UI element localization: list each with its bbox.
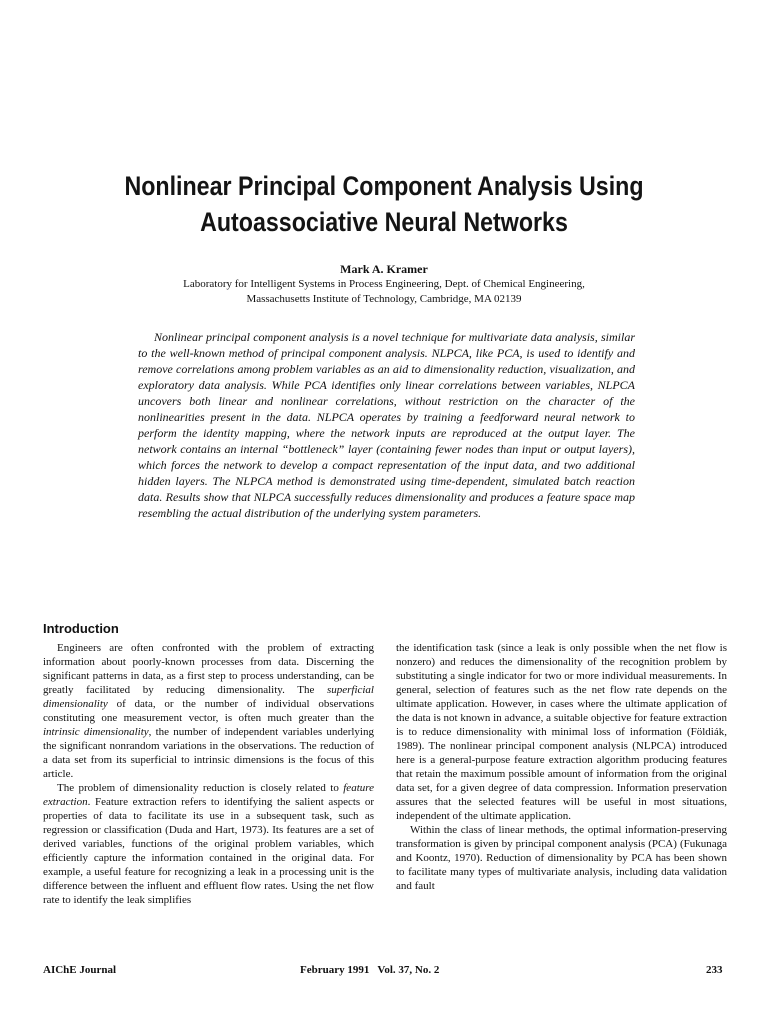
- emphasis-term: feature extraction: [43, 782, 374, 808]
- paragraph-text: The problem of dimensionality reduction is closely related to: [57, 782, 344, 794]
- author-name: Mark A. Kramer: [340, 262, 428, 276]
- paragraph: the identification task (since a leak is only possible when the net flow is nonzero) and reduces the dimensionality of the recognition problem by substituting a single indicator for two or more individual measurements. In general, selection of features such as the net flow rate depends on the ultimate application. However, in cases where the ultimate application of the data is not known in advance, a suitable objective for feature extraction is to reduce dimensionality with minimal loss of information (Földiák, 1989). The nonlinear principal component analysis (NLPCA) introduced here is a general-purpose feature extraction algorithm producing features that retain the maximum possible amount of information from the original data set, for a given degree of data compression. Information preservation assures that the selected features will be useful in most situations, independent of the ultimate application.: [396, 642, 727, 822]
- author-affiliation: [0, 277, 768, 307]
- section-heading-introduction: Introduction: [43, 621, 119, 636]
- footer-journal: AIChE Journal: [43, 964, 117, 976]
- abstract: Nonlinear principal component analysis is a novel technique for multivariate data analysis, similar to the well-known method of principal component analysis. NLPCA, like PCA, is used to identify and remove correlations among problem variables as an aid to dimensionality reduction, visualization, and exploratory data analysis. While PCA identifies only linear correlations between variables, NLPCA uncovers both linear and nonlinear correlations, without restriction on the character of the nonlinearities present in the data. NLPCA operates by training a feedforward neural network to perform the identity mapping, where the network inputs are reproduced at the output layer. The network contains an internal “bottleneck” layer (containing fewer nodes than input or output layers), which forces the network to develop a compact representation of the input data, and two additional hidden layers. The NLPCA method is demonstrated using time-dependent, simulated batch reaction data. Results show that NLPCA successfully reduces dimensionality and produces a feature space map resembling the actual distribution of the underlying system parameters.: [138, 330, 635, 520]
- paragraph: [43, 641, 374, 781]
- emphasis-term: intrinsic dimensionality: [43, 726, 149, 738]
- emphasis-term: superficial dimensionality: [43, 684, 374, 710]
- footer-issue: February 1991 Vol. 37, No. 2: [300, 964, 440, 976]
- paragraph-text: , the number of independent variables underlying the significant nonrandom variations in the observations. The reduction of a data set from its superficial to intrinsic dimensions is the focus of this article.: [43, 726, 374, 780]
- title-line-1: Nonlinear Principal Component Analysis Using: [124, 171, 644, 201]
- body-column-left: [43, 641, 374, 907]
- footer-page-number: 233: [706, 964, 723, 976]
- paragraph-text: Engineers are often confronted with the problem of extracting information about poorly-known processes from data. Discerning the significant patterns in data, as a first step to process understanding, can be greatly facilitated by reducing dimensionality. The: [43, 642, 374, 696]
- body-column-right: [396, 641, 727, 893]
- paragraph-text: . Feature extraction refers to identifying the salient aspects or properties of data to facilitate its use in a subsequent task, such as regression or classification (Duda and Hart, 1973). Its features are a set of derived variables, functions of the original problem variables, which efficiently capture the information contained in the original data. For example, a useful feature for recognizing a leak in a processing unit is the difference between the influent and effluent flow rates. Using the net flow rate to identify the leak simplifies: [43, 796, 374, 906]
- article-title: [88, 168, 680, 240]
- affiliation-line-2: Massachusetts Institute of Technology, Cambridge, MA 02139: [246, 293, 522, 305]
- paragraph: [43, 781, 374, 907]
- affiliation-line-1: Laboratory for Intelligent Systems in Process Engineering, Dept. of Chemical Engineering,: [183, 278, 585, 290]
- title-line-2: Autoassociative Neural Networks: [200, 207, 568, 237]
- paragraph-text: of data, or the number of individual observations constituting one measurement vector, is often much greater than the: [43, 698, 374, 724]
- paragraph: Within the class of linear methods, the optimal information-preserving transformation is given by principal component analysis (PCA) (Fukunaga and Koontz, 1970). Reduction of dimensionality by PCA has been shown to facilitate many types of multivariate analysis, including data validation and fault: [396, 824, 727, 892]
